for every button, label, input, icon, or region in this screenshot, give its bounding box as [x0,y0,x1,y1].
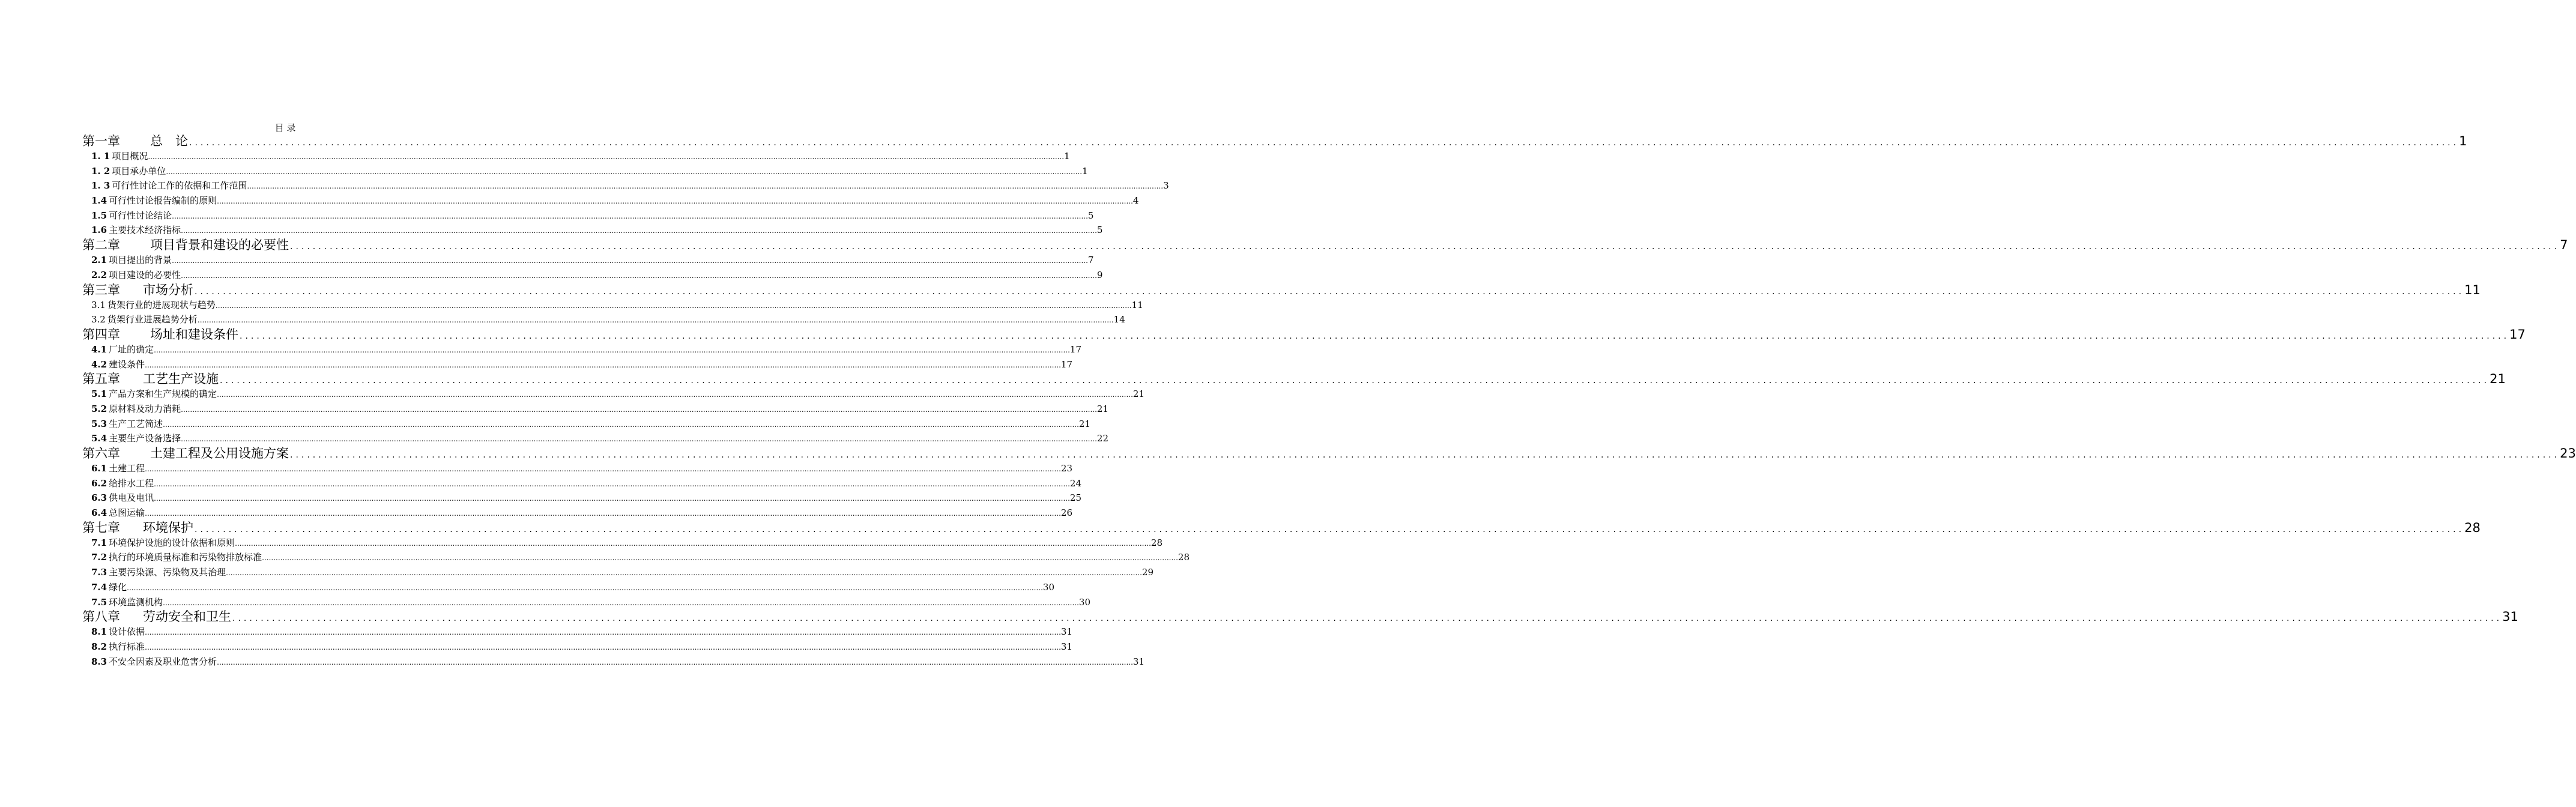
toc-entry-number: 4.1 [91,343,107,355]
toc-leader-dots: ................................................................................................................................................................................................................................................................................................................................................................................................................ [181,435,1097,444]
toc-entry-title: 劳动安全和卫生 [143,609,231,624]
toc-section-entry[interactable] [82,565,1153,580]
toc-entry-number: 2.1 [91,255,107,266]
toc-page-number: 1 [2459,134,2467,148]
toc-section-entry[interactable] [82,357,1072,372]
toc-leader-dots: ................................................................................................................................................................................................................................................................................................................................................................................................................ [163,598,1079,607]
toc-page-number: 28 [1178,552,1190,563]
toc-entry-title: 项目概况 [112,151,148,162]
toc-page-number: 17 [1069,343,1081,355]
toc-leader-dots: ................................................................................................................................................................................................................................................................................................................................................................................................................ [197,316,1114,325]
toc-section-entry[interactable] [82,595,1090,610]
toc-section-entry[interactable] [82,654,1144,669]
toc-section-entry[interactable] [82,342,1081,357]
toc-entry-title: 环境监测机构 [109,596,163,608]
toc-leader-dots: ................................................................................................................................................................................................................................................................................................................................................................................................................ [247,182,1164,191]
toc-page-number: 30 [1042,581,1054,593]
toc-leader-dots: ................................................................................................................................................................................................................................................................................................................................................................................................................ [145,642,1061,651]
toc-entry-title: 执行标准 [109,641,145,652]
toc-entry-title: 主要技术经济指标 [109,225,181,236]
toc-entry-title: 原材料及动力消耗 [109,403,181,414]
table-of-contents [82,134,2576,669]
toc-entry-number: 1.5 [91,210,107,221]
toc-leader-dots: ................................................................................................................................................................................................................................................................................................................................................................................................................ [189,138,2460,148]
toc-entry-number: 6.2 [91,477,107,489]
toc-page-number: 23 [1060,463,1072,474]
toc-chapter-entry[interactable] [82,446,2576,461]
toc-page-number: 31 [1132,656,1144,667]
toc-entry-number: 3.1 [91,299,106,310]
toc-page-number: 5 [1087,210,1094,221]
toc-leader-dots: ................................................................................................................................................................................................................................................................................................................................................................................................................ [145,360,1061,369]
toc-page-number: 21 [1078,418,1090,429]
toc-page-number: 1 [1082,165,1088,177]
toc-section-entry[interactable] [82,417,1090,432]
toc-leader-dots: ................................................................................................................................................................................................................................................................................................................................................................................................................ [154,494,1070,503]
toc-entry-number: 1. 3 [91,180,110,192]
toc-section-entry[interactable] [82,149,1070,164]
toc-page-number: 21 [2490,372,2506,387]
toc-entry-title: 绿化 [109,581,127,593]
toc-leader-dots: ................................................................................................................................................................................................................................................................................................................................................................................................................ [220,376,2490,386]
toc-entry-title: 不安全因素及职业危害分析 [109,656,217,667]
toc-leader-dots: ................................................................................................................................................................................................................................................................................................................................................................................................................ [262,554,1178,563]
toc-leader-dots: ................................................................................................................................................................................................................................................................................................................................................................................................................ [166,167,1083,176]
toc-section-entry[interactable] [82,476,1081,491]
toc-entry-number: 第四章 [82,327,120,342]
toc-entry-title: 供电及电讯 [109,492,154,504]
toc-entry-number: 4.2 [91,358,107,370]
toc-leader-dots: ................................................................................................................................................................................................................................................................................................................................................................................................................ [181,226,1097,235]
toc-section-entry[interactable] [82,624,1072,639]
toc-entry-title: 货架行业的进展现状与趋势 [107,299,216,310]
toc-entry-title: 市场分析 [143,282,193,297]
toc-entry-title: 厂址的确定 [109,343,154,355]
toc-entry-number: 第二章 [82,238,120,253]
toc-section-entry[interactable] [82,402,1108,417]
toc-entry-title: 环境保护 [143,520,193,535]
toc-page-number: 17 [2509,327,2526,342]
toc-leader-dots: ................................................................................................................................................................................................................................................................................................................................................................................................................ [226,569,1142,578]
toc-entry-number: 7.5 [91,596,107,608]
toc-page-number: 5 [1096,225,1103,236]
toc-section-entry[interactable] [82,298,1143,313]
toc-section-entry[interactable] [82,312,1125,327]
toc-entry-number: 7.3 [91,567,107,578]
toc-chapter-entry[interactable] [82,282,2481,298]
toc-entry-number: 1. 1 [91,151,110,162]
toc-page-number: 21 [1096,403,1108,414]
toc-leader-dots: ................................................................................................................................................................................................................................................................................................................................................................................................................ [145,509,1061,518]
toc-entry-title: 工艺生产设施 [143,372,219,387]
toc-page-number: 31 [1060,626,1072,638]
toc-page-number: 3 [1163,180,1169,192]
toc-entry-title: 环境保护设施的设计依据和原则 [109,537,235,548]
toc-leader-dots: ................................................................................................................................................................................................................................................................................................................................................................................................................ [215,301,1132,310]
toc-page-number: 28 [1150,537,1163,548]
toc-leader-dots: ................................................................................................................................................................................................................................................................................................................................................................................................................ [148,153,1065,161]
toc-entry-title: 项目背景和建设的必要性 [150,238,289,253]
toc-leader-dots: ................................................................................................................................................................................................................................................................................................................................................................................................................ [145,465,1061,473]
toc-leader-dots: ................................................................................................................................................................................................................................................................................................................................................................................................................ [163,420,1079,429]
toc-chapter-entry[interactable] [82,609,2518,624]
toc-entry-title: 项目承办单位 [112,165,166,177]
toc-entry-title: 场址和建设条件 [150,327,238,342]
toc-entry-number: 5.3 [91,418,107,429]
toc-section-entry[interactable] [82,193,1139,208]
toc-section-entry[interactable] [82,268,1103,283]
toc-section-entry[interactable] [82,491,1081,506]
toc-entry-number: 8.2 [91,641,107,652]
toc-page-number: 17 [1060,358,1072,370]
toc-page-number: 30 [1078,596,1090,608]
toc-entry-title: 货架行业进展趋势分析 [107,314,198,325]
toc-leader-dots: ................................................................................................................................................................................................................................................................................................................................................................................................................ [195,286,2465,297]
toc-page-number: 28 [2464,520,2481,535]
toc-section-entry[interactable] [82,178,1169,193]
toc-entry-title: 建设条件 [109,358,145,370]
toc-leader-dots: ................................................................................................................................................................................................................................................................................................................................................................................................................ [154,345,1070,354]
toc-section-entry[interactable] [82,223,1103,238]
toc-entry-title: 项目提出的背景 [109,255,172,266]
toc-page-number: 23 [2560,446,2576,461]
toc-entry-number: 5.4 [91,433,107,444]
toc-entry-title: 项目建设的必要性 [109,269,181,280]
toc-section-entry[interactable] [82,580,1054,595]
toc-entry-title: 总 论 [150,134,188,148]
toc-page-number: 7 [2560,238,2568,253]
toc-entry-number: 1.4 [91,195,107,207]
toc-entry-number: 8.3 [91,656,107,667]
toc-page-number: 22 [1096,433,1108,444]
toc-entry-title: 给排水工程 [109,477,154,489]
toc-page-number: 21 [1132,388,1144,400]
toc-section-entry[interactable] [82,387,1144,402]
toc-entry-number: 第六章 [82,446,120,461]
toc-entry-title: 可行性讨论工作的依据和工作范围 [112,180,247,192]
toc-page-number: 11 [1131,299,1143,310]
toc-page-number: 1 [1064,151,1070,162]
toc-section-entry[interactable] [82,506,1072,521]
toc-entry-number: 7.2 [91,552,107,563]
toc-entry-number: 第一章 [82,134,120,148]
toc-section-entry[interactable] [82,536,1163,551]
toc-entry-title: 总图运输 [109,507,145,519]
toc-leader-dots: ................................................................................................................................................................................................................................................................................................................................................................................................................ [217,197,1133,206]
toc-entry-title: 产品方案和生产规模的确定 [109,388,217,400]
toc-page-number: 4 [1132,195,1139,207]
toc-entry-number: 7.4 [91,581,107,593]
toc-entry-title: 设计依据 [109,626,145,638]
toc-section-entry[interactable] [82,253,1094,268]
toc-leader-dots: ................................................................................................................................................................................................................................................................................................................................................................................................................ [181,271,1097,280]
toc-page-number: 26 [1060,507,1072,519]
toc-section-entry[interactable] [82,639,1072,654]
toc-entry-number: 5.1 [91,388,107,400]
toc-entry-number: 1. 2 [91,165,110,177]
toc-heading: 目 录 [274,122,296,133]
toc-page-number: 14 [1113,314,1125,325]
toc-section-entry[interactable] [82,431,1108,446]
toc-leader-dots: ................................................................................................................................................................................................................................................................................................................................................................................................................ [232,614,2503,624]
toc-page-number: 7 [1087,255,1094,266]
toc-page-number: 11 [2464,282,2481,297]
toc-section-entry[interactable] [82,164,1088,179]
toc-entry-number: 6.1 [91,463,107,474]
toc-entry-title: 主要污染源、污染物及其治理 [109,567,226,578]
toc-entry-number: 第七章 [82,520,120,535]
toc-chapter-entry[interactable] [82,134,2467,149]
toc-entry-title: 可行性讨论结论 [109,210,172,221]
toc-section-entry[interactable] [82,208,1094,223]
toc-chapter-entry[interactable] [82,238,2568,253]
toc-entry-number: 第五章 [82,372,120,387]
toc-entry-number: 6.4 [91,507,107,519]
toc-chapter-entry[interactable] [82,372,2506,387]
toc-leader-dots: ................................................................................................................................................................................................................................................................................................................................................................................................................ [154,479,1070,488]
toc-chapter-entry[interactable] [82,520,2481,536]
toc-entry-number: 1.6 [91,225,107,236]
toc-leader-dots: ................................................................................................................................................................................................................................................................................................................................................................................................................ [290,242,2560,252]
toc-leader-dots: ................................................................................................................................................................................................................................................................................................................................................................................................................ [181,405,1097,414]
toc-entry-number: 3.2 [91,314,106,325]
toc-page-number: 31 [1060,641,1072,652]
toc-chapter-entry[interactable] [82,327,2526,342]
toc-leader-dots: ................................................................................................................................................................................................................................................................................................................................................................................................................ [240,331,2510,341]
toc-page-number: 25 [1069,492,1081,504]
toc-leader-dots: ................................................................................................................................................................................................................................................................................................................................................................................................................ [217,390,1133,399]
toc-entry-number: 第八章 [82,609,120,624]
toc-entry-title: 主要生产设备选择 [109,433,181,444]
toc-leader-dots: ................................................................................................................................................................................................................................................................................................................................................................................................................ [172,256,1088,265]
toc-entry-number: 6.3 [91,492,107,504]
toc-entry-number: 2.2 [91,269,107,280]
toc-entry-number: 5.2 [91,403,107,414]
toc-section-entry[interactable] [82,550,1190,565]
toc-entry-title: 生产工艺简述 [109,418,163,429]
toc-section-entry[interactable] [82,461,1072,476]
toc-leader-dots: ................................................................................................................................................................................................................................................................................................................................................................................................................ [217,657,1133,666]
toc-leader-dots: ................................................................................................................................................................................................................................................................................................................................................................................................................ [235,539,1151,548]
toc-entry-number: 8.1 [91,626,107,638]
toc-entry-title: 可行性讨论报告编制的原则 [109,195,217,207]
toc-entry-title: 土建工程及公用设施方案 [150,446,289,461]
toc-entry-title: 执行的环境质量标准和污染物排放标准 [109,552,262,563]
toc-leader-dots: ................................................................................................................................................................................................................................................................................................................................................................................................................ [195,524,2465,534]
toc-leader-dots: ................................................................................................................................................................................................................................................................................................................................................................................................................ [145,628,1061,637]
toc-page-number: 31 [2502,609,2518,624]
toc-leader-dots: ................................................................................................................................................................................................................................................................................................................................................................................................................ [290,450,2560,460]
toc-entry-number: 7.1 [91,537,107,548]
toc-leader-dots: ................................................................................................................................................................................................................................................................................................................................................................................................................ [172,211,1088,220]
toc-entry-title: 土建工程 [109,463,145,474]
toc-entry-number: 第三章 [82,282,120,297]
toc-page-number: 29 [1141,567,1153,578]
toc-page-number: 9 [1096,269,1103,280]
toc-page-number: 24 [1069,477,1081,489]
toc-leader-dots: ................................................................................................................................................................................................................................................................................................................................................................................................................ [127,583,1043,592]
